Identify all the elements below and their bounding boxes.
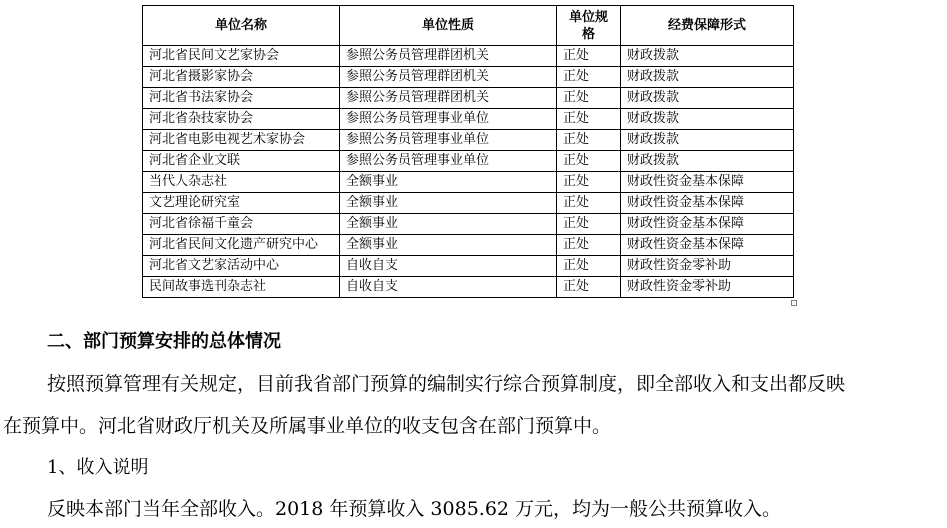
cell-unit-name: 河北省摄影家协会: [143, 67, 340, 88]
table-row: [143, 214, 794, 235]
cell-unit-name: 河北省民间文化遗产研究中心: [143, 235, 340, 256]
cell-unit-name: 河北省企业文联: [143, 151, 340, 172]
cell-funding-form: 财政性资金基本保障: [621, 172, 794, 193]
cell-unit-name: 当代人杂志社: [143, 172, 340, 193]
table-header-row: [143, 6, 794, 46]
cell-unit-level: 正处: [557, 193, 621, 214]
cell-unit-nature: 全额事业: [340, 214, 557, 235]
cell-unit-level: 正处: [557, 235, 621, 256]
table-row: [143, 151, 794, 172]
cell-unit-name: 河北省书法家协会: [143, 88, 340, 109]
cell-funding-form: 财政性资金零补助: [621, 277, 794, 298]
header-unit-level: 单位规格: [557, 6, 621, 46]
cell-funding-form: 财政拨款: [621, 88, 794, 109]
cell-unit-name: 民间故事选刊杂志社: [143, 277, 340, 298]
cell-unit-nature: 参照公务员管理群团机关: [340, 46, 557, 67]
cell-funding-form: 财政性资金零补助: [621, 256, 794, 277]
cell-funding-form: 财政拨款: [621, 130, 794, 151]
cell-unit-name: 河北省文艺家活动中心: [143, 256, 340, 277]
unit-table: [142, 5, 794, 298]
table-row: [143, 46, 794, 67]
table-row: [143, 235, 794, 256]
table-resize-handle[interactable]: [791, 300, 797, 306]
section-heading: 二、部门预算安排的总体情况: [47, 331, 281, 352]
cell-funding-form: 财政拨款: [621, 109, 794, 130]
cell-unit-level: 正处: [557, 214, 621, 235]
cell-unit-name: 河北省电影电视艺术家协会: [143, 130, 340, 151]
cell-unit-nature: 全额事业: [340, 193, 557, 214]
cell-unit-level: 正处: [557, 109, 621, 130]
cell-funding-form: 财政拨款: [621, 151, 794, 172]
cell-unit-name: 文艺理论研究室: [143, 193, 340, 214]
cell-unit-level: 正处: [557, 46, 621, 67]
cell-unit-nature: 自收自支: [340, 277, 557, 298]
cell-unit-nature: 参照公务员管理群团机关: [340, 88, 557, 109]
cell-unit-level: 正处: [557, 172, 621, 193]
table-row: [143, 277, 794, 298]
cell-funding-form: 财政性资金基本保障: [621, 235, 794, 256]
table-row: [143, 88, 794, 109]
cell-funding-form: 财政性资金基本保障: [621, 214, 794, 235]
cell-unit-level: 正处: [557, 256, 621, 277]
subsection-heading: 1、收入说明: [47, 457, 149, 478]
header-unit-nature: 单位性质: [340, 6, 557, 46]
cell-funding-form: 财政拨款: [621, 67, 794, 88]
cell-unit-level: 正处: [557, 130, 621, 151]
cell-unit-nature: 参照公务员管理群团机关: [340, 67, 557, 88]
cell-unit-nature: 全额事业: [340, 172, 557, 193]
cell-unit-nature: 参照公务员管理事业单位: [340, 151, 557, 172]
cell-funding-form: 财政拨款: [621, 46, 794, 67]
paragraph-line: 反映本部门当年全部收入。2018 年预算收入 3085.62 万元，均为一般公共预算收入。: [47, 498, 782, 520]
cell-unit-nature: 自收自支: [340, 256, 557, 277]
cell-unit-level: 正处: [557, 277, 621, 298]
cell-unit-name: 河北省杂技家协会: [143, 109, 340, 130]
cell-unit-nature: 全额事业: [340, 235, 557, 256]
cell-funding-form: 财政性资金基本保障: [621, 193, 794, 214]
cell-unit-level: 正处: [557, 88, 621, 109]
table-row: [143, 130, 794, 151]
cell-unit-name: 河北省民间文艺家协会: [143, 46, 340, 67]
cell-unit-level: 正处: [557, 67, 621, 88]
table-row: [143, 193, 794, 214]
table-body: [143, 46, 794, 298]
paragraph-line: 在预算中。河北省财政厅机关及所属事业单位的收支包含在部门预算中。: [3, 415, 612, 437]
header-funding-form: 经费保障形式: [621, 6, 794, 46]
cell-unit-name: 河北省徐福千童会: [143, 214, 340, 235]
table-row: [143, 256, 794, 277]
table-row: [143, 109, 794, 130]
table-row: [143, 67, 794, 88]
cell-unit-level: 正处: [557, 151, 621, 172]
table-row: [143, 172, 794, 193]
cell-unit-nature: 参照公务员管理事业单位: [340, 130, 557, 151]
header-unit-name: 单位名称: [143, 6, 340, 46]
paragraph-line: 按照预算管理有关规定，目前我省部门预算的编制实行综合预算制度，即全部收入和支出都反映: [47, 373, 846, 395]
cell-unit-nature: 参照公务员管理事业单位: [340, 109, 557, 130]
